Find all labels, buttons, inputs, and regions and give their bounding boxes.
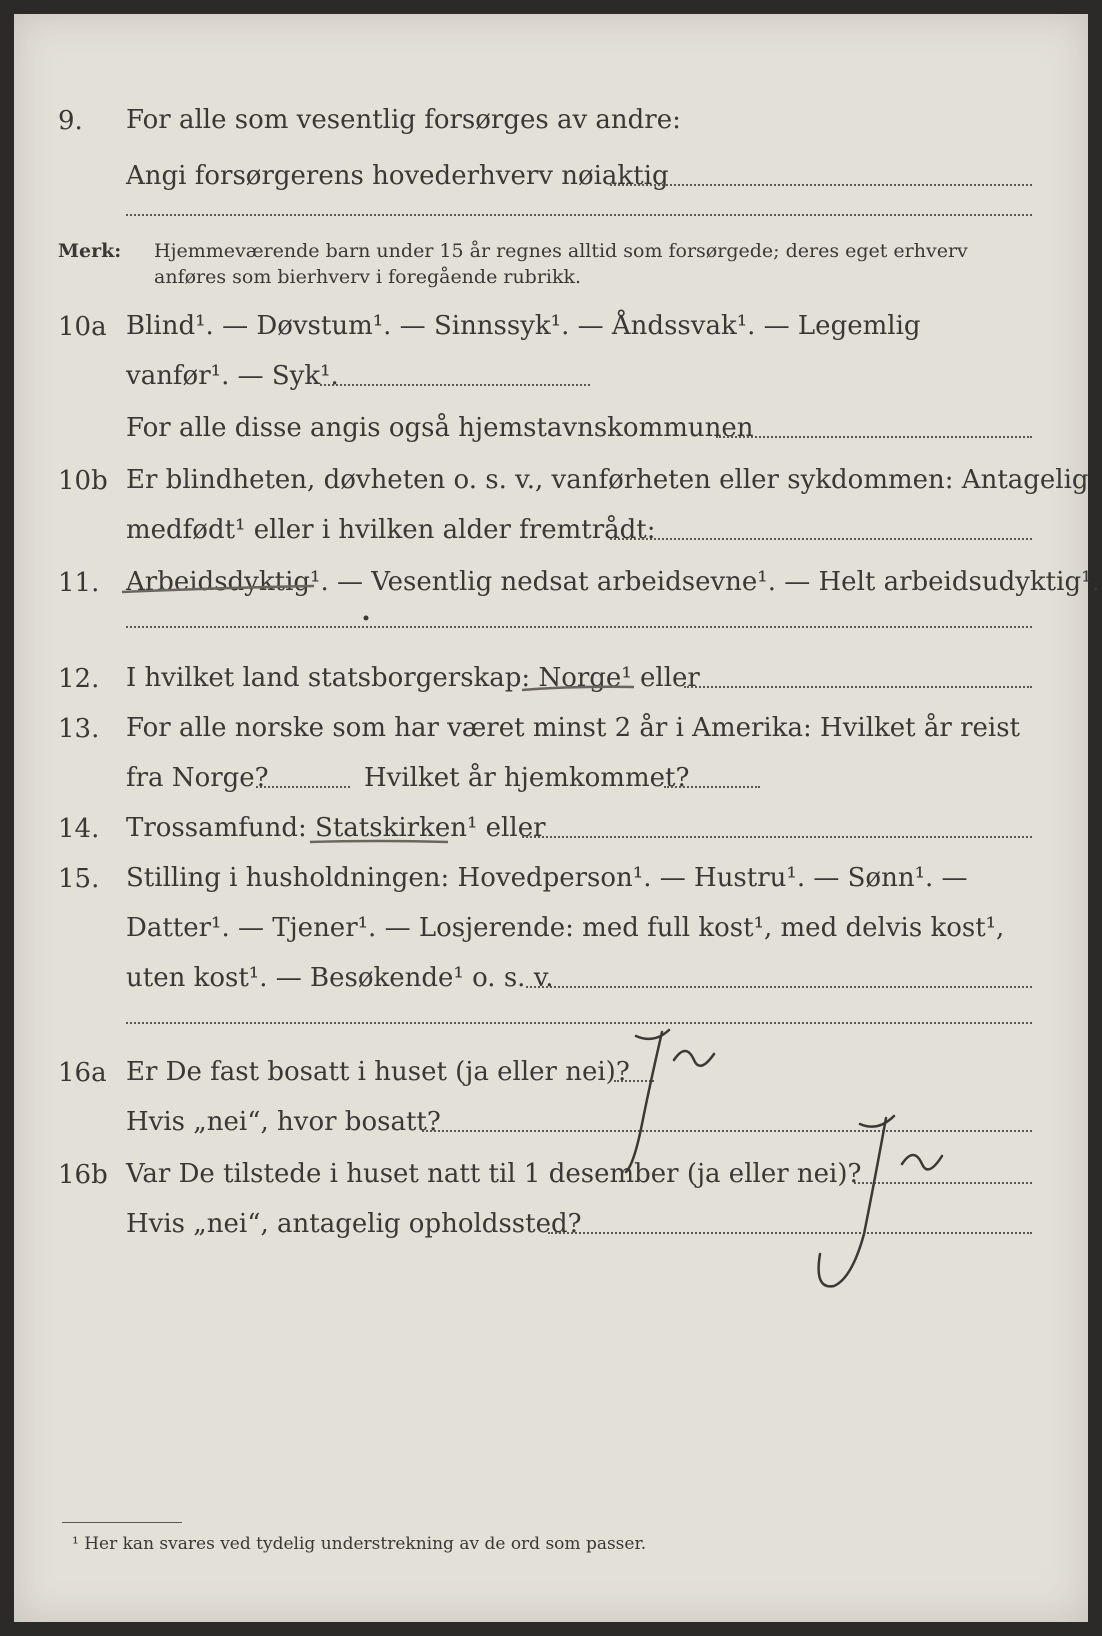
question-15-line-3 — [14, 956, 1088, 1000]
question-text: Blind¹. — Døvstum¹. — Sinnssyk¹. — Åndssvak¹. — Legemlig — [126, 311, 921, 341]
answer-field[interactable] — [526, 986, 1032, 988]
question-number: 14. — [58, 814, 100, 844]
question-text: fra Norge? — [126, 763, 269, 793]
footnote: ¹ Her kan svares ved tydelig understrekning av de ord som passer. — [72, 1534, 647, 1554]
answer-field[interactable] — [684, 686, 1032, 688]
question-10a-line-3 — [14, 406, 1088, 450]
question-number: 13. — [58, 714, 100, 744]
question-12 — [14, 656, 1088, 700]
question-text: Er De fast bosatt i huset (ja eller nei)? — [126, 1057, 630, 1087]
question-16a — [14, 1050, 1088, 1094]
answer-field[interactable] — [548, 1232, 1032, 1234]
question-text: Hvis „nei“, hvor bosatt? — [126, 1107, 441, 1137]
question-13-line-2 — [14, 756, 1088, 800]
question-number: 16b — [58, 1160, 108, 1190]
question-10a-line-2 — [14, 354, 1088, 398]
question-14 — [14, 806, 1088, 850]
note-text: anføres som bierhverv i foregående rubrikk. — [154, 266, 582, 288]
answer-field[interactable] — [522, 836, 1032, 838]
question-text: vanfør¹. — Syk¹. — [126, 361, 339, 391]
question-number: 9. — [58, 106, 83, 136]
question-15 — [14, 856, 1088, 900]
question-text: medfødt¹ eller i hvilken alder fremtrådt: — [126, 515, 656, 545]
question-text: Hvis „nei“, antagelig opholdssted? — [126, 1209, 582, 1239]
footnote-divider — [62, 1522, 182, 1523]
question-number: 16a — [58, 1058, 107, 1088]
question-number: 11. — [58, 568, 100, 598]
question-number: 15. — [58, 864, 100, 894]
question-10a — [14, 304, 1088, 348]
question-16a-line-2 — [14, 1100, 1088, 1144]
note-label: Merk: — [58, 240, 122, 262]
question-text: Datter¹. — Tjener¹. — Losjerende: med full kost¹, med delvis kost¹, — [126, 913, 1005, 943]
answer-field[interactable] — [854, 1182, 1032, 1184]
note-text: Hjemmeværende barn under 15 år regnes alltid som forsørgede; deres eget erhverv — [154, 240, 968, 262]
question-text: Hvilket år hjemkommet? — [364, 763, 690, 793]
answer-field[interactable] — [256, 786, 350, 788]
answer-field[interactable] — [422, 1130, 1032, 1132]
question-10b — [14, 458, 1088, 502]
question-text: Angi forsørgerens hovederhverv nøiaktig — [126, 161, 669, 191]
census-form-page — [14, 14, 1100, 1622]
question-text: Stilling i husholdningen: Hovedperson¹. — Hustru¹. — Sønn¹. — — [126, 863, 968, 893]
answer-field[interactable] — [664, 786, 760, 788]
answer-field[interactable] — [716, 436, 1032, 438]
question-text: I hvilket land statsborgerskap: Norge¹ eller — [126, 663, 700, 693]
question-text: Var De tilstede i huset natt til 1 desember (ja eller nei)? — [126, 1159, 862, 1189]
question-16b — [14, 1152, 1088, 1196]
answer-field[interactable] — [126, 214, 1032, 216]
answer-field[interactable] — [320, 384, 590, 386]
answer-field[interactable] — [614, 1080, 654, 1082]
question-text: For alle som vesentlig forsørges av andre: — [126, 105, 681, 135]
question-text: Er blindheten, døvheten o. s. v., vanførheten eller sykdommen: Antagelig — [126, 465, 1089, 495]
question-number: 10a — [58, 312, 107, 342]
answer-field[interactable] — [126, 626, 1032, 628]
ink-dot — [364, 616, 369, 621]
question-number: 12. — [58, 664, 100, 694]
question-16b-line-2 — [14, 1202, 1088, 1246]
question-text: Arbeidsdyktig¹. — Vesentlig nedsat arbeidsevne¹. — Helt arbeidsudyktig¹. — [126, 567, 1100, 597]
question-11 — [14, 560, 1100, 604]
question-text: For alle disse angis også hjemstavnskommunen — [126, 413, 754, 443]
question-15-line-2 — [14, 906, 1088, 950]
question-text: uten kost¹. — Besøkende¹ o. s. v. — [126, 963, 554, 993]
question-text: For alle norske som har været minst 2 år i Amerika: Hvilket år reist — [126, 713, 1020, 743]
answer-field[interactable] — [610, 538, 1032, 540]
question-10b-line-2 — [14, 508, 1088, 552]
answer-field[interactable] — [126, 1022, 1032, 1024]
question-text: Trossamfund: Statskirken¹ eller — [126, 813, 546, 843]
question-9-line-2 — [14, 154, 1088, 198]
answer-field[interactable] — [610, 184, 1032, 186]
question-9 — [14, 98, 1088, 142]
question-13 — [14, 706, 1088, 750]
question-number: 10b — [58, 466, 108, 496]
